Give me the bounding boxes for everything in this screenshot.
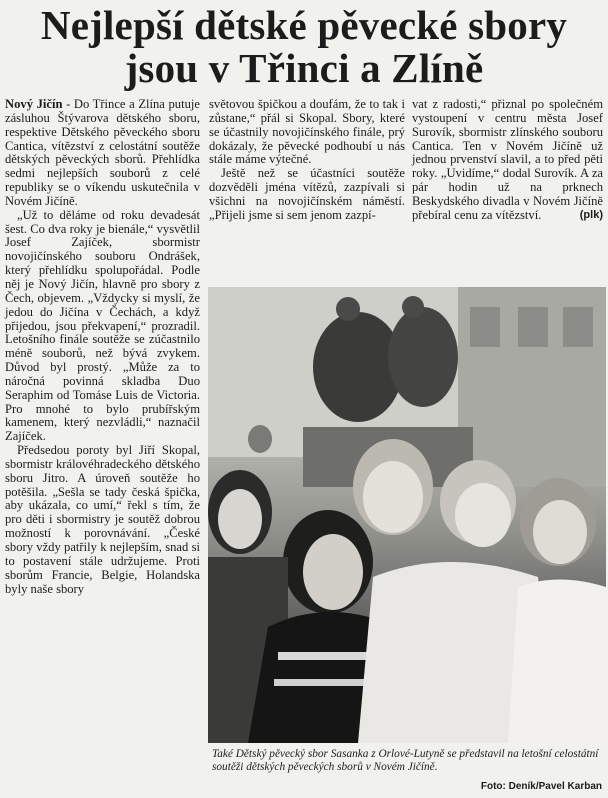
photo-caption: Také Dětský pěvecký sbor Sasanka z Orlové-Lutyně se představil na letošní celostátní soutěži dětských pěveckých sborů v Novém Jičíně. (212, 748, 599, 774)
paragraph-6 (412, 98, 603, 223)
paragraph-2: „Už to děláme od roku devadesát šest. Co dva roky je bienále,“ vysvětlil Josef Zajíček, sbormistr novojičínského souboru Ondrášek, který přehlídku spolupořádal. Podle něj je Nový Jičín, hlavně pro sbory z Čech, objevem. „Vždycky si myslí, že jedou do Jičína v Čechách, a když přijedou, jsou překvapení,“ prozradil. Letošního finále soutěže se zúčastnilo méně souborů, než bývá zvykem. Důvod byl prostý. „Může za to náročná povinná skladba Duo Seraphim od Tomáse Luis de Victoria. Pro mnohé to bylo prubířským kamenem, který nezvládli,“ naznačil Zajíček. (5, 207, 200, 444)
photo-illustration (208, 287, 606, 743)
paragraph-3: Předsedou poroty byl Jiří Skopal, sbormistr královéhradeckého dětského sboru Jitro. A úroveň soutěže ho potěšila. „Sešla se tady česká špička, aby ukázala, co umí,“ řekl s tím, že pro děti i sbormistry je soutěž dobrou možností k porovnávání. „České sbory vždy patřily k nejlepším, snad si to postavení stále udržujeme. Proti sborům Francie, Belgie, Holandska byly naše sbory (5, 443, 200, 596)
column-1 (5, 98, 200, 596)
lead-text: - Do Třince a Zlína putuje zásluhou Štývarova dětského sboru, respektive Dětského pěveckého sboru Cantica, vítězství z celostátní soutěže dětských pěveckých sborů. Přehlídka sedmi nejlepších souborů z celé republiky se o víkendu uskutečnila v Novém Jičíně. (5, 97, 200, 208)
photo-credit: Foto: Deník/Pavel Karban (480, 781, 602, 792)
paragraph-4: světovou špičkou a doufám, že to tak i zůstane,“ přál si Skopal. Sbory, které se účastnily novojičínského finále, prý dokázaly, že pěvecké podhoubí u nás stále máme výtečné. (209, 97, 405, 167)
author-signature: (plk) (579, 208, 603, 221)
dateline: Nový Jičín (5, 97, 63, 111)
column-3 (412, 98, 603, 223)
choir-photo (208, 287, 606, 743)
column-2 (209, 98, 405, 223)
paragraph-6-text: vat z radosti,“ přiznal po společném vystoupení v centru města Josef Surovík, sbormistr zlínského souboru Cantica. Ten v Novém Jičíně už jednou prvenství slavil, a to před pěti roky. „Uvidíme,“ dodal Surovík. A za pár hodin už na prknech Beskydského divadla v Novém Jičíně přebíral cenu za vítězství. (412, 97, 603, 222)
lead-paragraph (5, 98, 200, 209)
headline: Nejlepší dětské pěvecké sbory jsou v Třinci a Zlíně (40, 2, 568, 91)
paragraph-5: Ještě než se účastníci soutěže dozvěděli jména vítězů, zazpívali si všichni na novojičínském náměstí. „Přijeli jsme si sem jenom zazpí- (209, 166, 405, 222)
